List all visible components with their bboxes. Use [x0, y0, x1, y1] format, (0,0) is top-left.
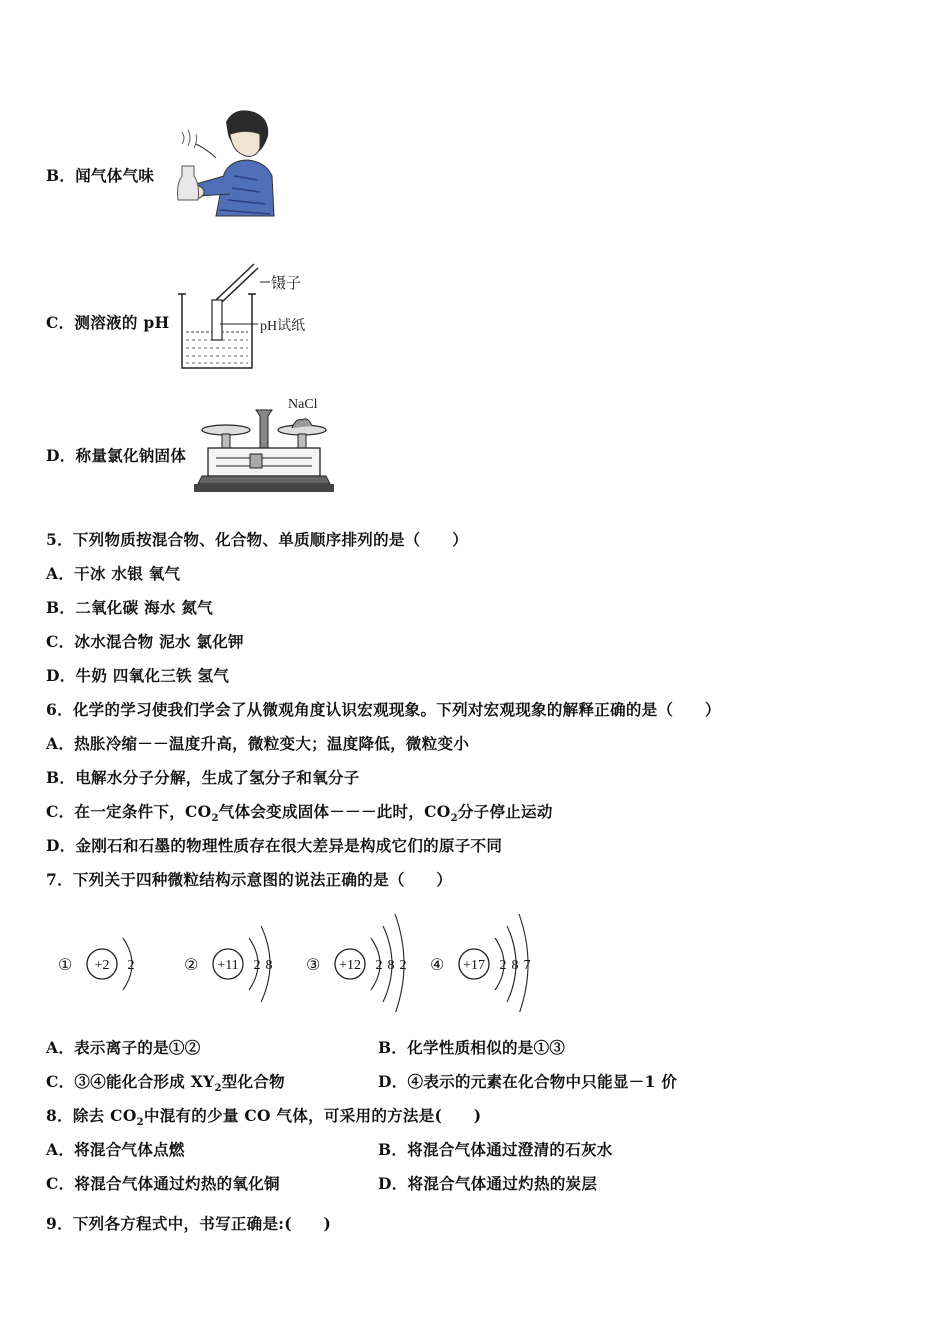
- label-tweezers: 镊子: [271, 276, 302, 292]
- option-q4-b: B．闻气体气味: [46, 166, 155, 185]
- q6-option-a: A．热胀冷缩－－温度升高，微粒变大；温度降低，微粒变小: [46, 734, 470, 753]
- q5-option-c: C．冰水混合物 泥水 氯化钾: [46, 632, 244, 651]
- q6-option-c: C．在一定条件下，$CO_2$气体会变成固体－－－此时，$CO_2$分子停止运动: [46, 802, 553, 825]
- shell-electron-count: 2: [399, 958, 407, 973]
- q6-stem: 6．化学的学习使我们学会了从微观角度认识宏观现象。下列对宏观现象的解释正确的是（ ）: [46, 700, 721, 719]
- q7-option-d: D．④表示的元素在化合物中只能显－1 价: [378, 1072, 678, 1091]
- shell-electron-count: 8: [265, 958, 273, 973]
- option-q4-d: D．称量氯化钠固体: [46, 446, 187, 465]
- ph-test-illustration: [176, 260, 326, 372]
- atom-diagram: [306, 914, 407, 1012]
- nucleus-charge: +11: [217, 958, 239, 973]
- q9-stem: 9．下列各方程式中，书写正确是:( ): [46, 1214, 332, 1233]
- q5-option-b: B．二氧化碳 海水 氮气: [46, 598, 213, 617]
- atom-structure-diagrams: [50, 900, 550, 1012]
- balance-illustration: [194, 392, 334, 498]
- shell-electron-count: 2: [127, 958, 135, 973]
- q8-stem: 8．除去 $CO_2$中混有的少量 CO 气体，可采用的方法是( ): [46, 1106, 482, 1129]
- q8-option-d: D．将混合气体通过灼热的炭层: [378, 1174, 598, 1193]
- diagram-index: ①: [58, 957, 73, 974]
- smelling-gas-illustration: [176, 104, 278, 218]
- q5-stem: 5．下列物质按混合物、化合物、单质顺序排列的是（ ）: [46, 530, 468, 549]
- option-q4-c: C．测溶液的 pH: [46, 313, 170, 332]
- q7-stem: 7．下列关于四种微粒结构示意图的说法正确的是（ ）: [46, 870, 453, 889]
- q6-option-b: B．电解水分子分解，生成了氢分子和氧分子: [46, 768, 360, 787]
- diagram-index: ④: [430, 957, 445, 974]
- atom-diagram: [184, 926, 273, 1002]
- diagram-index: ②: [184, 957, 199, 974]
- atom-diagram: [58, 938, 135, 990]
- nucleus-charge: +2: [94, 958, 110, 973]
- shell-electron-count: 8: [387, 958, 395, 973]
- q7-option-c: C．③④能化合形成 $XY_2$型化合物: [46, 1072, 285, 1095]
- q5-option-d: D．牛奶 四氧化三铁 氢气: [46, 666, 230, 685]
- shell-electron-count: 2: [375, 958, 383, 973]
- atom-diagram: [430, 914, 531, 1012]
- nucleus-charge: +12: [339, 958, 361, 973]
- q8-option-b: B．将混合气体通过澄清的石灰水: [378, 1140, 613, 1159]
- diagram-index: ③: [306, 957, 321, 974]
- q5-option-a: A．干冰 水银 氧气: [46, 564, 181, 583]
- q7-option-a: A．表示离子的是①②: [46, 1038, 201, 1057]
- nucleus-charge: +17: [463, 958, 485, 973]
- shell-electron-count: 8: [511, 958, 519, 973]
- q8-option-c: C．将混合气体通过灼热的氧化铜: [46, 1174, 280, 1193]
- shell-electron-count: 7: [523, 958, 531, 973]
- shell-electron-count: 2: [499, 958, 507, 973]
- q6-option-d: D．金刚石和石墨的物理性质存在很大差异是构成它们的原子不同: [46, 836, 503, 855]
- label-nacl: NaCl: [288, 397, 318, 412]
- label-ph-paper: pH试纸: [260, 319, 306, 334]
- shell-electron-count: 2: [253, 958, 261, 973]
- q8-option-a: A．将混合气体点燃: [46, 1140, 185, 1159]
- q7-option-b: B．化学性质相似的是①③: [378, 1038, 566, 1057]
